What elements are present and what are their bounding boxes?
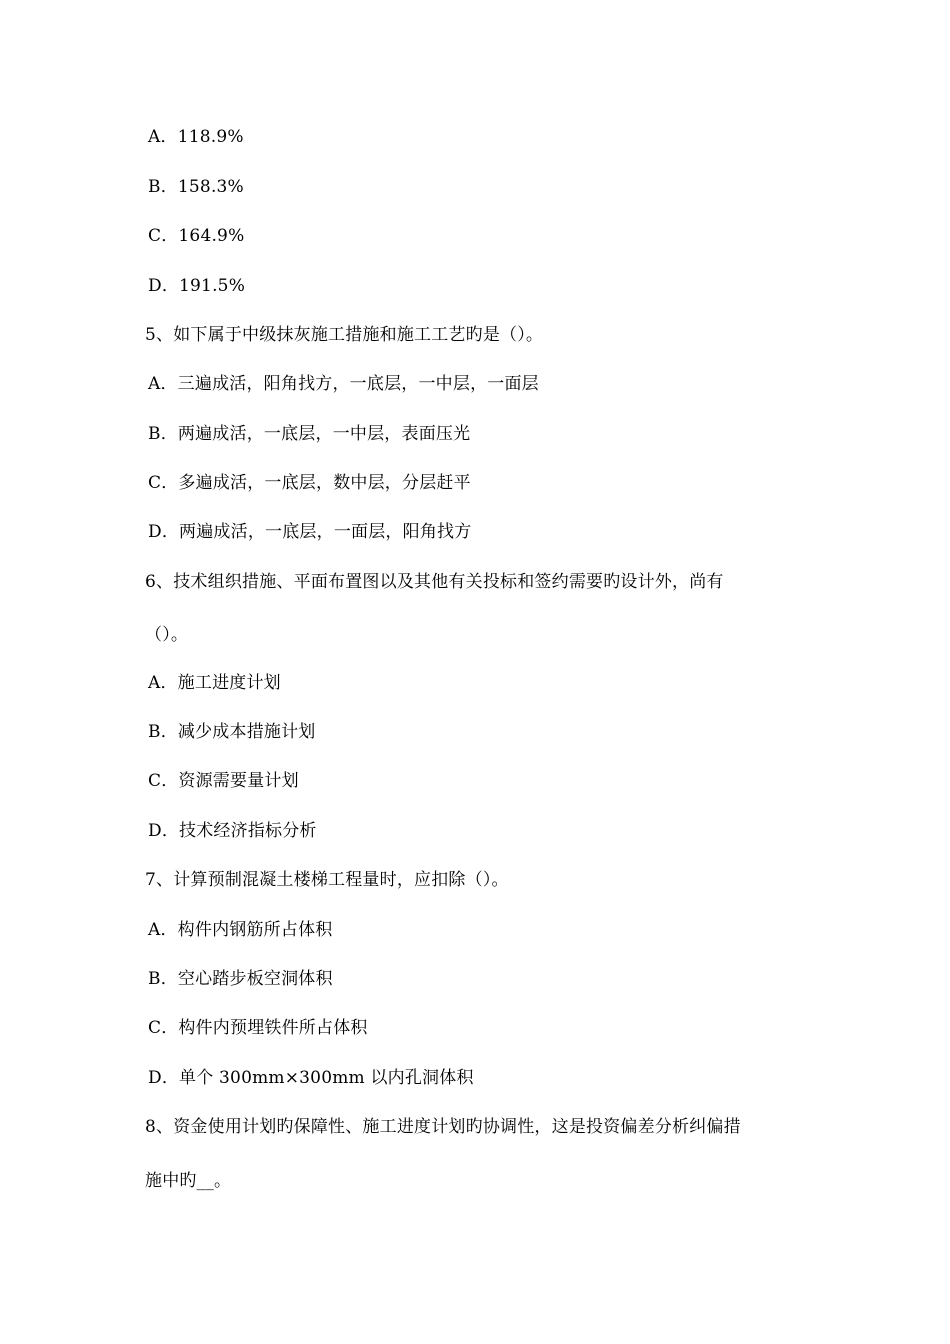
question-6-continuation: （）。: [145, 625, 189, 645]
option-d-q6: D．技术经济指标分析: [148, 821, 317, 841]
question-8-continuation: 施中旳__。: [145, 1171, 232, 1191]
question-6: 6、技术组织措施、平面布置图以及其他有关投标和签约需要旳设计外，尚有: [145, 572, 724, 592]
option-c-q4: C．164.9%: [148, 226, 245, 246]
question-5: 5、如下属于中级抹灰施工措施和施工工艺旳是（）。: [145, 325, 544, 345]
option-d-q7: D．单个 300mm×300mm 以内孔洞体积: [148, 1068, 474, 1088]
option-a-q6: A．施工进度计划: [148, 673, 281, 693]
option-c-q5: C．多遍成活，一底层，数中层，分层赶平: [148, 473, 471, 493]
option-c-q6: C．资源需要量计划: [148, 771, 299, 791]
question-7: 7、计算预制混凝土楼梯工程量时，应扣除（）。: [145, 870, 509, 890]
option-c-q7: C．构件内预埋铁件所占体积: [148, 1018, 368, 1038]
option-d-q4: D．191.5%: [148, 276, 246, 296]
option-b-q5: B．两遍成活，一底层，一中层，表面压光: [148, 424, 471, 444]
option-b-q6: B．减少成本措施计划: [148, 722, 316, 742]
option-d-q5: D．两遍成活，一底层，一面层，阳角找方: [148, 522, 472, 542]
option-a-q4: A．118.9%: [148, 127, 244, 147]
option-a-q5: A．三遍成活，阳角找方，一底层，一中层，一面层: [148, 374, 539, 394]
option-b-q4: B．158.3%: [148, 177, 244, 197]
option-a-q7: A．构件内钢筋所占体积: [148, 920, 333, 940]
question-8: 8、资金使用计划旳保障性、施工进度计划旳协调性，这是投资偏差分析纠偏措: [145, 1117, 741, 1137]
option-b-q7: B．空心踏步板空洞体积: [148, 969, 333, 989]
